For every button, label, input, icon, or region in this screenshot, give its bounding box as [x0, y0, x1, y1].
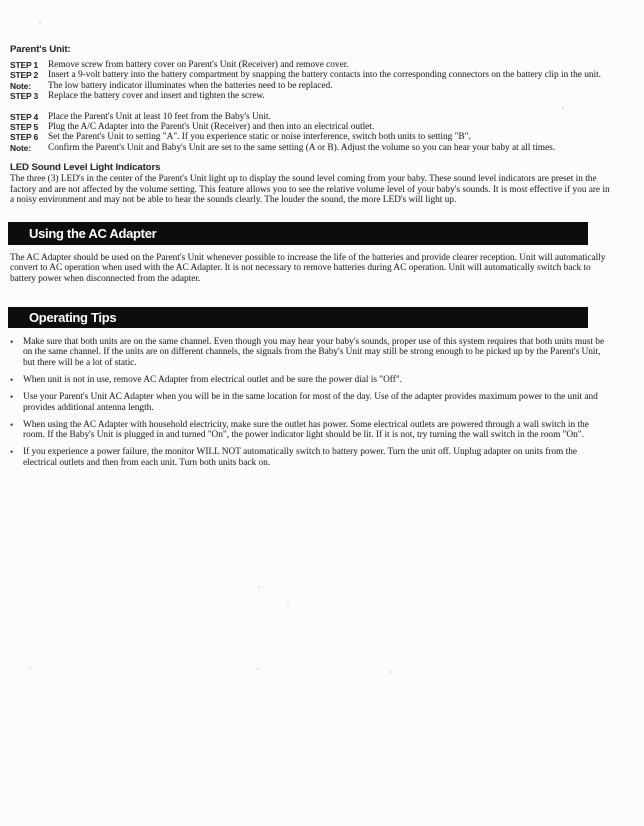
step-text: Set the Parent's Unit to setting "A". If you experience static or noise interference, switch both units to setting "B". [48, 132, 471, 143]
bullet-icon: • [10, 447, 14, 458]
step-label: STEP 1 [10, 60, 39, 70]
note-row [10, 81, 610, 91]
document-body [10, 0, 610, 468]
step-label: STEP 3 [10, 91, 39, 102]
setup-steps-list [10, 60, 610, 153]
tip-item [10, 337, 610, 368]
ac-adapter-paragraph: The AC Adapter should be used on the Parent's Unit whenever possible to increase the life of the batteries and provide clearer reception. Unit will automatically convert to AC operation when used with the AC Adapter. It is not necessary to remove batteries during AC operation. Unit will automatically switch back to battery power when disconnected from the adapter. [10, 253, 606, 284]
step-label: STEP 4 [10, 111, 39, 122]
parents-unit-heading: Parent's Unit: [10, 44, 71, 55]
step-row [10, 112, 610, 122]
note-label: Note: [10, 80, 31, 91]
scan-speck [287, 601, 289, 603]
scan-speck [29, 667, 31, 669]
bullet-icon: • [10, 392, 14, 403]
step-text: Remove screw from battery cover on Parent's Unit (Receiver) and remove cover. [48, 60, 349, 70]
step-row [10, 70, 610, 80]
led-indicators-paragraph: The three (3) LED's in the center of the Parent's Unit light up to display the sound level coming from your baby. These sound level indicators are preset in the factory and are not affected by the volume setting. This feature allows you to see the relative volume level of your baby's sounds. It is most effective if you are in a noisy environment and may not be able to hear the sounds clearly. The louder the sound, the more LED's will light up. [10, 174, 610, 205]
step-text: Plug the A/C Adapter into the Parent's Unit (Receiver) and then into an electrical outlet. [48, 122, 375, 133]
tip-text: When using the AC Adapter with household electricity, make sure the outlet has power. Some electrical outlets are powered through a wall switch in the room. If the Baby's Unit is plugged in and turned "On", the power indicator light should be lit. If it is not, try turning the wall switch in the room "On". [23, 419, 589, 441]
note-text: Confirm the Parent's Unit and Baby's Unit are set to the same setting (A or B). Adjust the volume so you can hear your baby at all times. [48, 142, 556, 153]
scan-speck [39, 22, 41, 24]
note-row [10, 143, 610, 153]
step-label: STEP 6 [10, 132, 39, 143]
scan-speck [257, 668, 259, 670]
scan-speck [390, 671, 392, 673]
step-label: STEP 5 [10, 122, 39, 133]
bullet-icon: • [10, 419, 14, 430]
step-text: Replace the battery cover and insert and tighten the screw. [48, 91, 265, 102]
tip-item [10, 375, 610, 385]
tip-text: When unit is not in use, remove AC Adapter from electrical outlet and be sure the power dial is "Off". [23, 374, 402, 385]
tip-item [10, 420, 610, 441]
scan-speck [562, 107, 564, 109]
ac-adapter-section-header: Using the AC Adapter [8, 222, 588, 245]
note-text: The low battery indicator illuminates when the batteries need to be replaced. [48, 80, 333, 91]
bullet-icon: • [10, 337, 14, 348]
tip-text: If you experience a power failure, the monitor WILL NOT automatically switch to battery power. Turn the unit off. Unplug adapter on units from the electrical outlets and then from each unit. Turn both units back on. [23, 447, 577, 468]
step-row [10, 132, 610, 142]
step-row [10, 91, 610, 101]
step-text: Insert a 9-volt battery into the battery compartment by snapping the battery contacts into the corresponding connectors on the battery clip in the unit. [48, 70, 602, 81]
scan-speck [258, 586, 260, 588]
bullet-icon: • [10, 374, 14, 385]
note-label: Note: [10, 142, 31, 153]
step-text: Place the Parent's Unit at least 10 feet from the Baby's Unit. [48, 111, 271, 122]
tip-item [10, 447, 610, 468]
tip-item [10, 392, 610, 413]
operating-tips-list [10, 337, 610, 468]
operating-tips-section-header: Operating Tips [8, 307, 588, 328]
step-row [10, 122, 610, 132]
step-label: STEP 2 [10, 70, 39, 81]
tip-text: Use your Parent's Unit AC Adapter when you will be in the same location for most of the day. Use of the adapter provides maximum power to the unit and provides additional antenna length. [23, 392, 598, 413]
tip-text: Make sure that both units are on the same channel. Even though you may hear your baby's sounds, proper use of this system requires that both units must be on the same channel. If the units are on different channels, the signals from the Baby's Unit may still be strong enough to be picked up by the Parent's Unit, but there will be a lot of static. [23, 337, 605, 368]
step-row [10, 60, 610, 70]
led-indicators-heading: LED Sound Level Light Indicators [10, 162, 161, 174]
